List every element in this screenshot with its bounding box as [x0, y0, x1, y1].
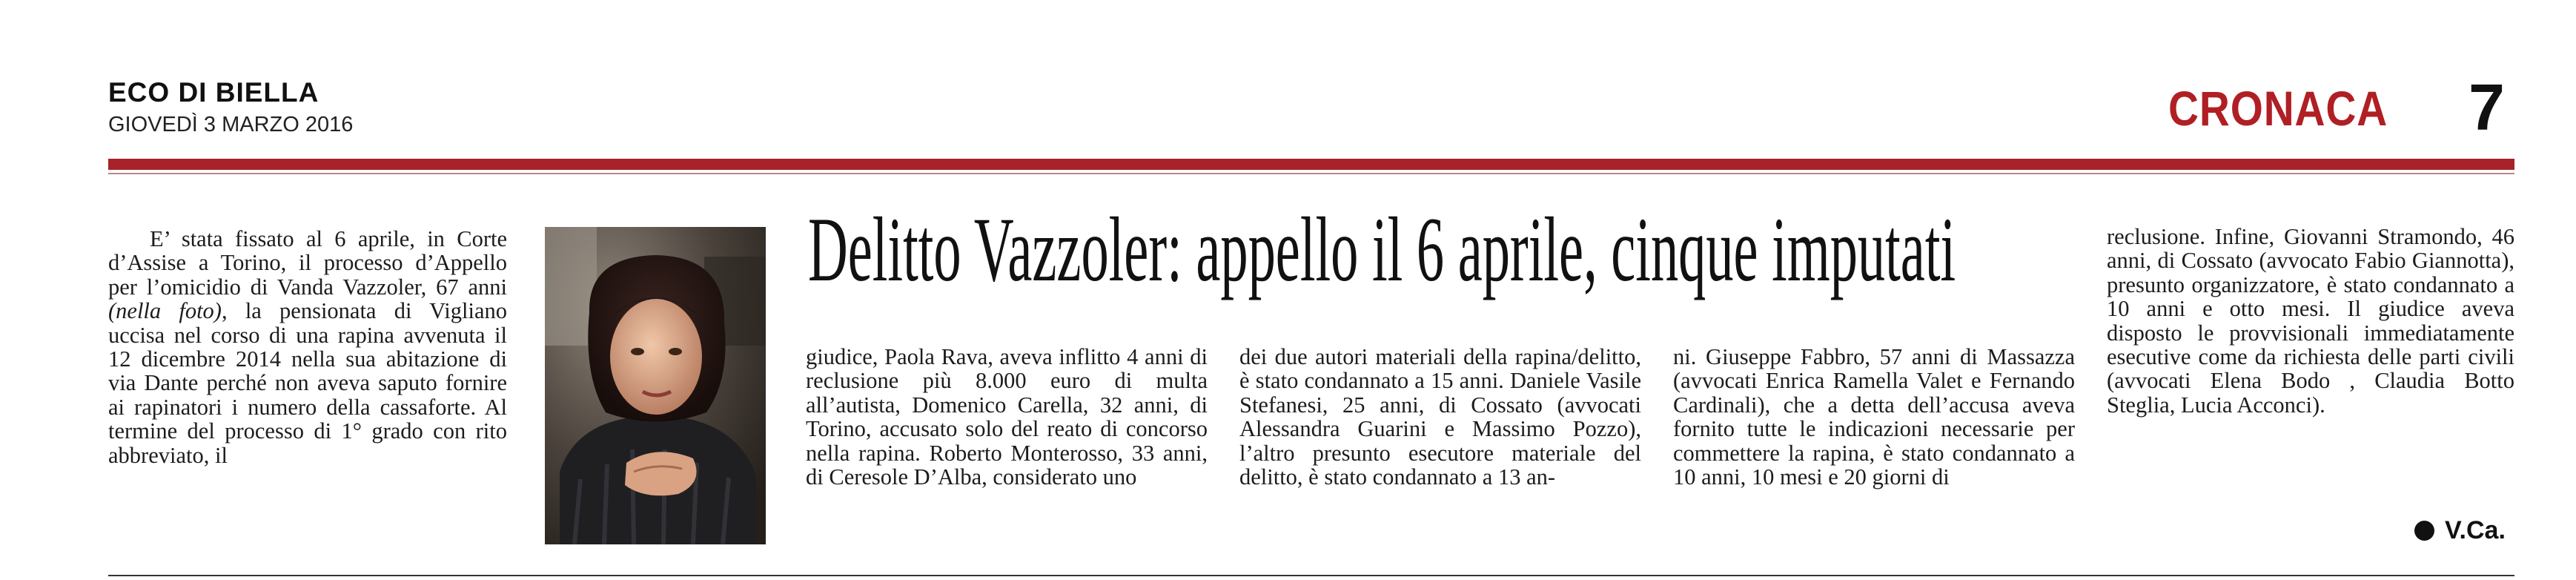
- column-1-text-b: , la pensionata di Vigliano uccisa nel corso di una rapina avvenuta il 12 dicembre 2014 nella sua abitazione di via Dante perché non aveva saputo fornire ai rapinatori i numero della cassaforte. Al termine del processo di 1° grado con rito abbreviato, il: [108, 298, 507, 468]
- article-column-2: giudice, Paola Rava, aveva inflitto 4 anni di reclusione più 8.000 euro di multa all’autista, Domenico Carella, 32 anni, di Torino, accusato solo del reato di concorso nella rapina. Roberto Monterosso, 33 anni, di Ceresole D’Alba, considerato uno: [806, 344, 1208, 490]
- article-column-5: reclusione. Infine, Giovanni Stramondo, 46 anni, di Cossato (avvocato Fabio Giannotta), presunto organizzatore, è stato condannato a 10 anni e otto mesi. Il giudice aveva disposto le provvisionali immediatamente esecutive come da richiesta delle parti civili (avvocati Elena Bodo , Claudia Botto Steglia, Lucia Acconci).: [2107, 224, 2514, 418]
- bullet-icon: [2414, 521, 2434, 541]
- section-name: CRONACA: [2168, 81, 2388, 136]
- article-column-3: dei due autori materiali della rapina/delitto, è stato condannato a 15 anni. Daniele Vasile Stefanesi, 25 anni, di Cossato (avvocati Alessandra Guarini e Massimo Pozzo), l’altro presunto esecutore materiale del delitto, è stato condannato a 13 an-: [1239, 344, 1641, 490]
- signature-text: V.Ca.: [2445, 516, 2506, 544]
- header-rule: [108, 159, 2514, 170]
- photo-caption-reference: (nella foto): [108, 298, 222, 324]
- masthead-name: ECO DI BIELLA: [108, 77, 319, 108]
- article-column-4: ni. Giuseppe Fabbro, 57 anni di Massazza (avvocati Enrica Ramella Valet e Fernando Cardinali), che a detta dell’accusa aveva fornito tutte le indicazioni necessarie per commettere la rapina, è stato condannato a 10 anni, 10 mesi e 20 giorni di: [1673, 344, 2075, 490]
- header-rule-thin: [108, 173, 2514, 174]
- column-1-text-a: E’ stata fissato al 6 aprile, in Corte d’Assise a Torino, il processo d’Appello per l’omicidio di Vanda Vazzoler, 67 anni: [108, 226, 507, 300]
- article-column-1: [108, 227, 507, 467]
- portrait-photo: [545, 227, 766, 544]
- footer-rule: [108, 575, 2514, 576]
- article-headline: Delitto Vazzoler: appello il 6 aprile, cinque imputati: [808, 199, 1956, 300]
- article-photo: [545, 227, 766, 544]
- author-signature: [2414, 516, 2506, 545]
- page-number: 7: [2469, 70, 2505, 144]
- masthead-date: GIOVEDÌ 3 MARZO 2016: [108, 113, 354, 136]
